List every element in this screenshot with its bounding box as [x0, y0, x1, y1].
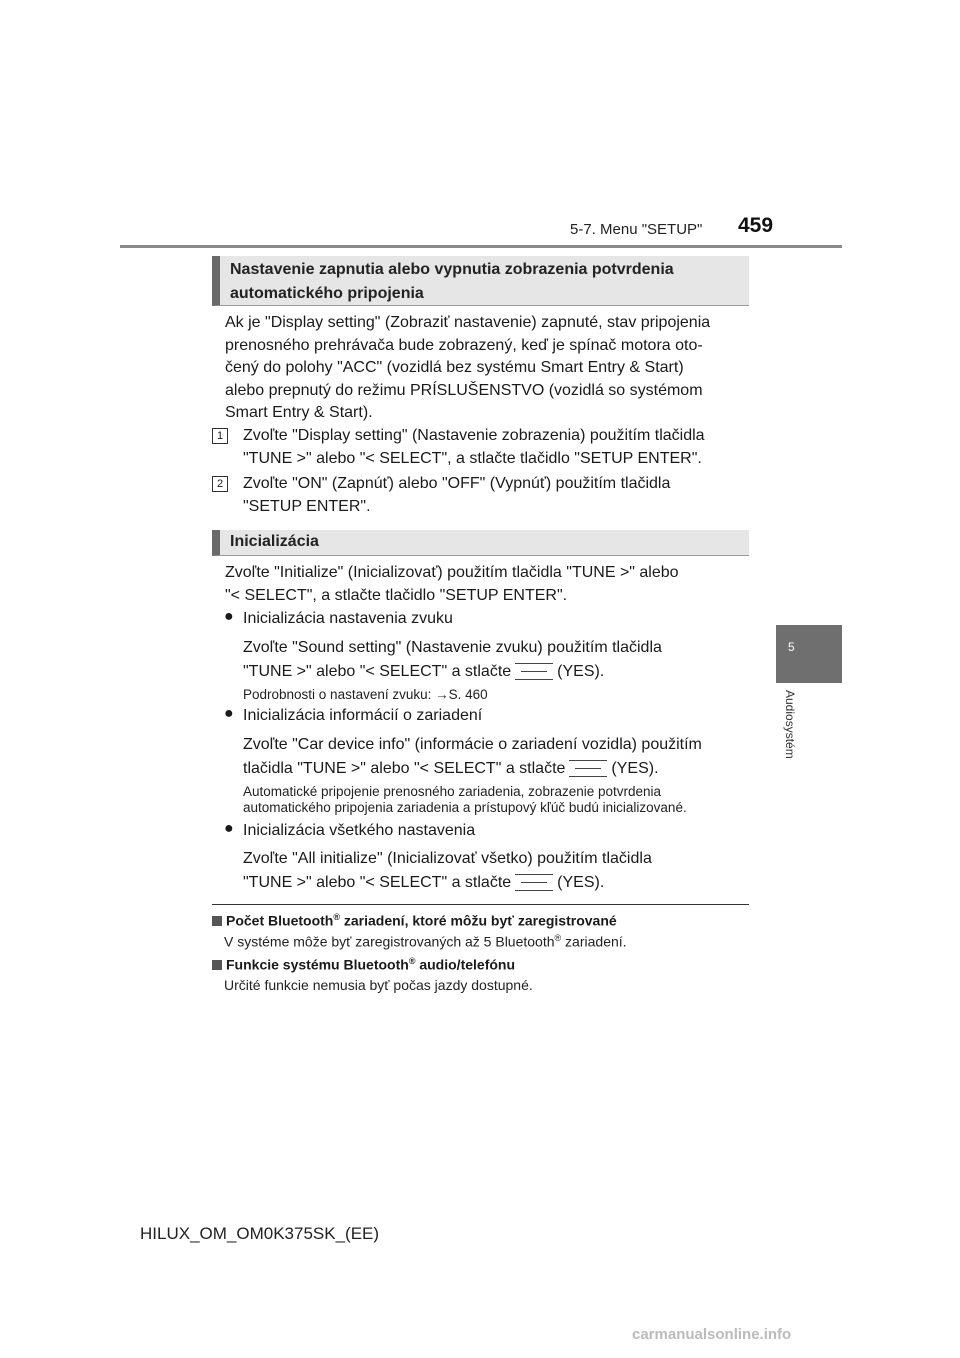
intro-line: čený do polohy "ACC" (vozidlá bez systému Smart Entry & Start): [225, 359, 684, 376]
intro-line: Ak je "Display setting" (Zobraziť nastavenie) zapnuté, stav pripojenia: [225, 314, 711, 331]
registered-mark: ®: [333, 912, 340, 922]
chapter-number: 5: [788, 640, 795, 654]
intro-line: Zvoľte "Initialize" (Inicializovať) použitím tlačidla "TUNE >" alebo: [225, 564, 679, 581]
reference-text: Určité funkcie nemusia byť počas jazdy dostupné.: [224, 977, 533, 993]
ref-title-text: audio/telefónu: [415, 956, 516, 973]
intro-line: prenosného prehrávača bude zobrazený, keď je spínač motora oto-: [225, 336, 703, 354]
step-line: "SETUP ENTER".: [243, 497, 371, 515]
item-line: Zvoľte "Sound setting" (Nastavenie zvuku) použitím tlačidla: [243, 639, 662, 656]
bullet-icon: ●: [224, 705, 234, 722]
section-heading-initialize: Inicializácia: [212, 530, 749, 556]
step-line: Zvoľte "Display setting" (Nastavenie zobrazenia) použitím tlačidla: [243, 427, 705, 444]
step-2: [243, 473, 745, 518]
section-heading-auto-connect: [212, 256, 749, 306]
item-line-text: (YES).: [557, 663, 605, 680]
document-code: HILUX_OM_OM0K375SK_(EE): [140, 1224, 380, 1243]
item-line: [243, 871, 745, 895]
reference-text: [224, 933, 627, 950]
ref-title-text: Funkcie systému Bluetooth: [226, 956, 409, 973]
chapter-tab: [776, 625, 842, 683]
intro-line: Smart Entry & Start).: [225, 404, 373, 421]
item-body: [243, 733, 745, 781]
section-heading-line: automatického pripojenia: [230, 285, 424, 302]
item-body: [243, 847, 745, 895]
enter-key-icon: [515, 663, 553, 680]
item-line-text: "TUNE >" alebo "< SELECT" a stlačte: [243, 663, 512, 680]
step-line: "TUNE >" alebo "< SELECT", a stlačte tlačidlo "SETUP ENTER".: [243, 449, 702, 467]
section1-intro: [225, 312, 745, 425]
registered-mark: ®: [408, 956, 416, 966]
ref-title-text: zariadení, ktoré môžu byť zaregistrované: [339, 912, 617, 929]
registered-mark: ®: [554, 933, 562, 943]
intro-line: alebo prepnutý do režimu PRÍSLUŠENSTVO (vozidlá so systémom: [225, 381, 703, 399]
section2-intro: [225, 562, 745, 607]
step-number-box: 1: [212, 428, 228, 444]
square-bullet-icon: [212, 960, 222, 970]
bullet-icon: ●: [224, 608, 234, 625]
section-label: 5-7. Menu "SETUP": [570, 221, 703, 238]
item-line-text: "TUNE >" alebo "< SELECT" a stlačte: [243, 874, 512, 891]
ref-text: zariadení.: [561, 933, 627, 950]
reference-divider: [212, 904, 749, 905]
item-line: Zvoľte "Car device info" (informácie o zariadení vozidla) použitím: [243, 736, 702, 753]
item-heading: Inicializácia informácií o zariadení: [243, 707, 483, 724]
page-number: 459: [738, 214, 774, 237]
enter-key-icon: [569, 760, 607, 777]
item-line-text: (YES).: [557, 874, 605, 891]
page-header: [0, 0, 960, 250]
bullet-icon: ●: [224, 820, 234, 837]
item-line: [243, 757, 745, 781]
header-rule: [120, 245, 842, 248]
note-line: automatického pripojenia zariadenia a prístupový kľúč budú inicializované.: [243, 800, 687, 815]
chapter-title: [775, 690, 815, 790]
item-line-text: tlačidla "TUNE >" alebo "< SELECT" a stlačte: [243, 760, 566, 777]
item-note: [243, 784, 745, 816]
intro-line: "< SELECT", a stlačte tlačidlo "SETUP ENTER".: [225, 586, 568, 604]
item-line-text: (YES).: [611, 760, 659, 777]
chapter-title-text: Audiosystém: [783, 690, 797, 759]
step-line: Zvoľte "ON" (Zapnúť) alebo "OFF" (Vypnúť) použitím tlačidla: [243, 475, 671, 492]
note-line: Automatické pripojenie prenosného zariadenia, zobrazenie potvrdenia: [243, 784, 662, 799]
item-line: Zvoľte "All initialize" (Inicializovať všetko) použitím tlačidla: [243, 850, 652, 867]
step-number-box: 2: [212, 476, 228, 492]
item-note: Podrobnosti o nastavení zvuku: →S. 460: [243, 687, 488, 702]
ref-text: V systéme môže byť zaregistrovaných až 5 Bluetooth: [224, 933, 555, 950]
ref-title-text: Počet Bluetooth: [226, 912, 334, 929]
enter-key-icon: [515, 874, 553, 891]
item-heading: Inicializácia všetkého nastavenia: [243, 822, 476, 839]
step-1: [243, 425, 745, 470]
reference-title: [212, 956, 515, 973]
square-bullet-icon: [212, 916, 222, 926]
item-body: [243, 636, 745, 684]
item-heading: Inicializácia nastavenia zvuku: [243, 610, 453, 627]
watermark: carmanualsonline.info: [632, 1326, 792, 1343]
reference-title: [212, 912, 617, 929]
section-heading-line: Nastavenie zapnutia alebo vypnutia zobrazenia potvrdenia: [230, 261, 674, 278]
item-line: [243, 660, 745, 684]
